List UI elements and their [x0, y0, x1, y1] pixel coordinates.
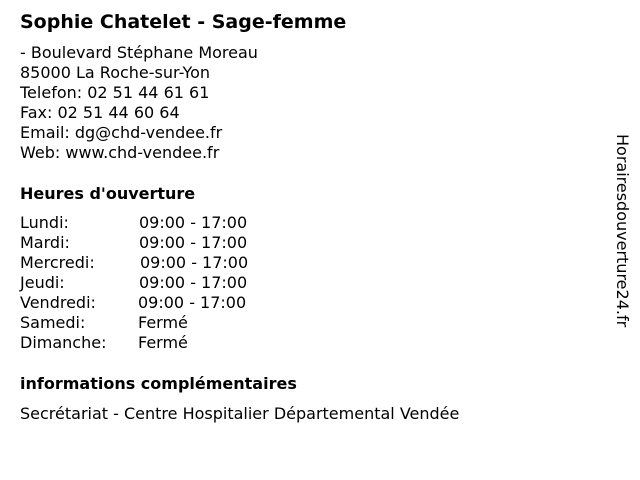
hours-time: 09:00 - 17:00 [139, 213, 248, 232]
hours-day: Vendredi: [20, 293, 96, 312]
hours-day: Samedi: [20, 313, 86, 332]
page-title: Sophie Chatelet - Sage-femme [20, 11, 347, 33]
hours-time: 09:00 - 17:00 [139, 233, 248, 252]
phone-number: Telefon: 02 51 44 61 61 [20, 83, 210, 102]
hours-day: Mardi: [20, 233, 70, 252]
email-address: Email: dg@chd-vendee.fr [20, 123, 223, 142]
hours-day: Lundi: [20, 213, 69, 232]
city-address: 85000 La Roche-sur-Yon [20, 63, 211, 82]
opening-hours-heading: Heures d'ouverture [20, 184, 196, 203]
hours-time: 09:00 - 17:00 [140, 253, 249, 272]
hours-time: Fermé [138, 333, 188, 352]
brand-watermark: Horairesdouverture24.fr [613, 134, 632, 328]
hours-time: Fermé [138, 313, 188, 332]
fax-number: Fax: 02 51 44 60 64 [20, 103, 180, 122]
street-address: - Boulevard Stéphane Moreau [20, 43, 258, 62]
additional-info-heading: informations complémentaires [20, 374, 297, 393]
additional-info-text: Secrétariat - Centre Hospitalier Départemental Vendée [20, 404, 460, 423]
hours-time: 09:00 - 17:00 [139, 273, 248, 292]
hours-day: Dimanche: [20, 333, 107, 352]
website-address: Web: www.chd-vendee.fr [20, 143, 220, 162]
hours-day: Mercredi: [20, 253, 95, 272]
hours-day: Jeudi: [20, 273, 65, 292]
hours-time: 09:00 - 17:00 [138, 293, 247, 312]
address-block [20, 43, 258, 163]
